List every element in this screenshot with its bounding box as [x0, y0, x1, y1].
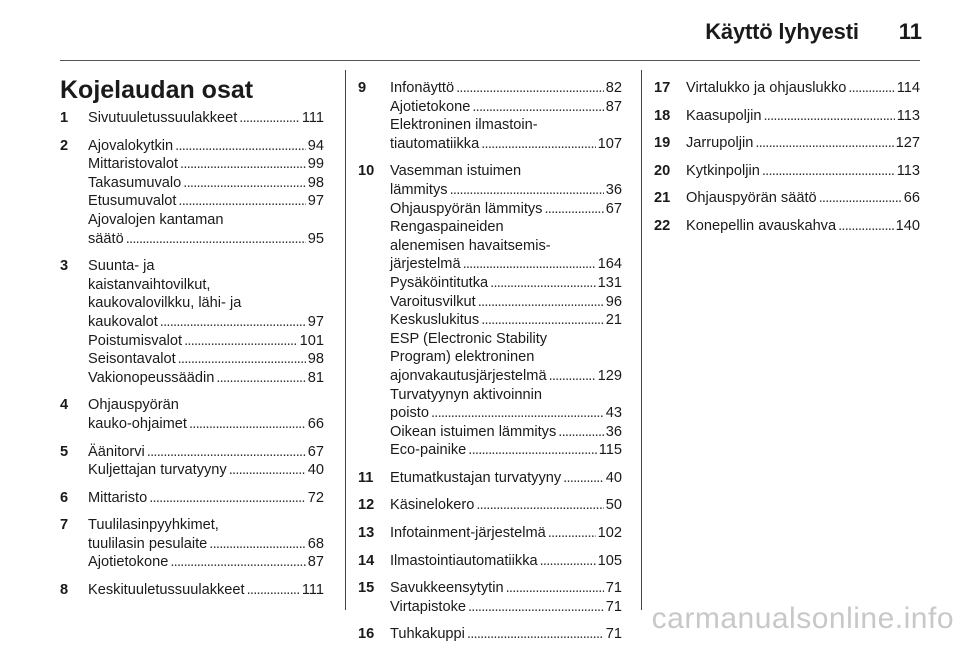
- entry-label: Mittaristo: [88, 489, 148, 506]
- entry-label: Kytkinpoljin: [686, 162, 760, 179]
- index-group: [358, 625, 622, 644]
- index-entry[interactable]: [390, 524, 622, 543]
- page-ref[interactable]: 97: [307, 193, 324, 210]
- page-ref[interactable]: 96: [605, 293, 622, 310]
- index-group: [654, 134, 920, 153]
- item-entries: [686, 79, 920, 98]
- entry-label: tuulilasin pesulaite: [88, 535, 208, 552]
- entry-line: Program) elektroninen: [390, 349, 535, 366]
- entry-label: Oikean istuimen lämmitys: [390, 423, 557, 440]
- index-entry[interactable]: [390, 293, 622, 312]
- item-entries: [88, 489, 324, 508]
- item-entries: [88, 581, 324, 600]
- dot-leader: [229, 461, 306, 480]
- index-group: [60, 581, 324, 600]
- page-ref[interactable]: 50: [605, 497, 622, 514]
- dot-leader: [549, 367, 596, 386]
- entry-line: alenemisen havaitsemis-: [390, 237, 551, 254]
- page-ref[interactable]: 99: [307, 156, 324, 173]
- item-entries: [686, 134, 920, 153]
- index-group: [358, 579, 622, 616]
- index-entry[interactable]: [390, 274, 622, 293]
- page-ref[interactable]: 87: [605, 98, 622, 115]
- item-number: 2: [60, 137, 69, 154]
- entry-label: Äänitorvi: [88, 443, 145, 460]
- index-entry[interactable]: [88, 332, 324, 351]
- dot-leader: [468, 598, 604, 617]
- dot-leader: [762, 162, 895, 181]
- entry-label: tiautomatiikka: [390, 135, 480, 152]
- index-group: [358, 79, 622, 153]
- index-group: [60, 137, 324, 249]
- index-entry[interactable]: [686, 189, 920, 208]
- item-entries: [390, 469, 622, 488]
- index-group: [60, 257, 324, 387]
- index-group: [60, 489, 324, 508]
- index-entry[interactable]: [88, 230, 324, 249]
- index-entry[interactable]: [686, 79, 920, 98]
- page-ref[interactable]: 113: [896, 107, 920, 124]
- index-entry[interactable]: [390, 181, 622, 200]
- item-entries: [88, 137, 324, 249]
- item-number: 15: [358, 580, 375, 597]
- item-number: 21: [654, 190, 671, 207]
- page-ref[interactable]: 21: [605, 312, 622, 329]
- entry-label: lämmitys: [390, 181, 448, 198]
- index-entry[interactable]: [88, 369, 324, 388]
- index-column-3: [654, 79, 920, 245]
- entry-line: Suunta- ja: [88, 258, 155, 275]
- entry-label: Jarrupoljin: [686, 135, 754, 152]
- index-group: [654, 162, 920, 181]
- entry-line: Vasemman istuimen: [390, 163, 522, 180]
- dot-leader: [548, 524, 596, 543]
- entry-label: kauko-ohjaimet: [88, 415, 187, 432]
- entry-line: kaukovalovilkku, lähi- ja: [88, 295, 242, 312]
- index-entry[interactable]: [390, 255, 622, 274]
- entry-label: Ajotietokone: [88, 554, 169, 571]
- page-ref[interactable]: 36: [605, 181, 622, 198]
- page-ref[interactable]: 67: [605, 200, 622, 217]
- dot-leader: [431, 404, 604, 423]
- dot-leader: [467, 625, 604, 644]
- index-entry[interactable]: [88, 581, 324, 600]
- index-entry[interactable]: [390, 135, 622, 154]
- dot-leader: [540, 552, 596, 571]
- page-ref[interactable]: 98: [307, 351, 324, 368]
- index-entry[interactable]: [390, 552, 622, 571]
- index-entry[interactable]: [390, 423, 622, 442]
- dot-leader: [763, 107, 894, 126]
- entry-label: Infonäyttö: [390, 80, 455, 96]
- index-entry[interactable]: [390, 311, 622, 330]
- page-ref[interactable]: 102: [597, 525, 622, 542]
- entry-label: Infotainment-järjestelmä: [390, 525, 546, 542]
- item-entries: [390, 496, 622, 515]
- dot-leader: [184, 332, 298, 351]
- item-entries: [686, 162, 920, 181]
- entry-line: ESP (Electronic Stability: [390, 330, 548, 347]
- entry-label: Savukkeensytytin: [390, 580, 504, 597]
- entry-label: Varoitusvilkut: [390, 293, 476, 310]
- index-entry[interactable]: [88, 350, 324, 369]
- item-entries: [686, 107, 920, 126]
- entry-label: Käsinelokero: [390, 497, 475, 514]
- index-entry[interactable]: [390, 625, 622, 644]
- index-entry[interactable]: [686, 162, 920, 181]
- entry-label: Kaasupoljin: [686, 107, 762, 124]
- item-entries: [390, 524, 622, 543]
- index-entry[interactable]: [686, 217, 920, 236]
- entry-label: Keskituuletussuulakkeet: [88, 582, 245, 599]
- index-entry[interactable]: [390, 404, 622, 423]
- dot-leader: [463, 255, 596, 274]
- entry-line: kaistanvaihtovilkut,: [88, 276, 211, 293]
- page-ref[interactable]: 101: [299, 332, 324, 349]
- dot-leader: [506, 579, 604, 598]
- page-ref[interactable]: 97: [307, 313, 324, 330]
- item-entries: [88, 443, 324, 480]
- page-ref[interactable]: 68: [307, 535, 324, 552]
- item-entries: [686, 189, 920, 208]
- entry-label: Mittaristovalot: [88, 156, 179, 173]
- item-number: 11: [358, 469, 374, 486]
- dot-leader: [563, 469, 604, 488]
- index-group: [654, 79, 920, 98]
- entry-label: Sivutuuletussuulakkeet: [88, 110, 238, 126]
- dot-leader: [170, 553, 305, 572]
- entry-line: Ohjauspyörän: [88, 397, 179, 414]
- page-ref[interactable]: 107: [597, 135, 622, 152]
- item-number: 16: [358, 626, 375, 643]
- entry-label: Poistumisvalot: [88, 332, 183, 349]
- entry-label: Ajovalokytkin: [88, 137, 174, 154]
- entry-label: Konepellin avauskahva: [686, 217, 837, 234]
- index-entry[interactable]: [390, 598, 622, 617]
- index-entry[interactable]: [390, 200, 622, 219]
- index-group: [358, 552, 622, 571]
- index-group: [358, 162, 622, 460]
- index-group: [358, 524, 622, 543]
- item-number: 19: [654, 135, 671, 152]
- page-ref[interactable]: 115: [598, 442, 622, 459]
- page-ref[interactable]: 71: [605, 580, 622, 597]
- entry-label: Seisontavalot: [88, 351, 176, 368]
- page-ref[interactable]: 98: [307, 174, 324, 191]
- index-entry[interactable]: [88, 313, 324, 332]
- dot-leader: [126, 230, 306, 249]
- page-ref[interactable]: 95: [307, 230, 324, 247]
- page-ref[interactable]: 40: [605, 469, 622, 486]
- entry-label: kaukovalot: [88, 313, 158, 330]
- entry-label: Vakionopeussäädin: [88, 369, 215, 386]
- dot-leader: [481, 311, 604, 330]
- dot-leader: [755, 134, 893, 153]
- item-entries: [686, 217, 920, 236]
- index-column-2: [358, 79, 622, 653]
- entry-label: Keskuslukitus: [390, 312, 480, 329]
- index-entry[interactable]: [88, 553, 324, 572]
- item-number: 5: [60, 443, 69, 460]
- item-entries: [390, 625, 622, 644]
- index-entry[interactable]: [88, 443, 324, 462]
- entry-label: Ohjauspyörän säätö: [686, 190, 817, 207]
- page-ref[interactable]: 140: [895, 217, 920, 234]
- entry-label: Ilmastointiautomatiikka: [390, 552, 538, 569]
- dot-leader: [178, 350, 306, 369]
- page-ref[interactable]: 71: [605, 626, 622, 643]
- page-ref[interactable]: 43: [605, 405, 622, 422]
- index-group: [60, 443, 324, 480]
- dot-leader: [838, 217, 894, 236]
- dot-leader: [175, 137, 306, 156]
- entry-line: Ajovalojen kantaman: [88, 211, 224, 228]
- column-divider: [641, 70, 642, 610]
- dot-leader: [819, 189, 902, 208]
- index-entry[interactable]: [390, 367, 622, 386]
- dot-leader: [544, 200, 603, 219]
- dot-leader: [209, 535, 306, 554]
- entry-line: Elektroninen ilmastoin-: [390, 117, 538, 134]
- entry-label: Etusumuvalot: [88, 193, 177, 210]
- page-ref[interactable]: 105: [597, 552, 622, 569]
- page-header: [705, 14, 922, 50]
- page-header-title: Käyttö lyhyesti: [705, 19, 859, 44]
- item-entries: [390, 79, 622, 153]
- page-ref[interactable]: 131: [597, 274, 622, 291]
- page-ref[interactable]: 82: [605, 80, 622, 96]
- index-entry[interactable]: [88, 155, 324, 174]
- item-entries: [390, 552, 622, 571]
- entry-label: säätö: [88, 230, 124, 247]
- entry-line: Rengaspaineiden: [390, 219, 504, 236]
- item-number: 7: [60, 517, 69, 534]
- page-ref[interactable]: 36: [605, 423, 622, 440]
- item-entries: [390, 579, 622, 616]
- dot-leader: [456, 79, 604, 98]
- page-ref[interactable]: 164: [597, 256, 622, 273]
- index-group: [60, 396, 324, 433]
- index-entry[interactable]: [686, 134, 920, 153]
- dot-leader: [178, 192, 305, 211]
- index-entry[interactable]: [88, 415, 324, 434]
- entry-label: Virtalukko ja ohjauslukko: [686, 80, 847, 96]
- index-entry[interactable]: [88, 489, 324, 508]
- item-entries: [88, 257, 324, 387]
- item-number: 3: [60, 258, 69, 275]
- item-number: 12: [358, 497, 375, 514]
- index-entry[interactable]: [88, 137, 324, 156]
- entry-label: poisto: [390, 405, 429, 422]
- watermark: carmanualsonline.info: [651, 602, 954, 635]
- entry-label: Tuhkakuppi: [390, 626, 465, 643]
- item-number: 22: [654, 217, 671, 234]
- page-ref[interactable]: 81: [307, 369, 324, 386]
- column-divider: [345, 70, 346, 610]
- item-number: 18: [654, 107, 671, 124]
- dot-leader: [216, 369, 305, 388]
- item-entries: [88, 109, 324, 128]
- dot-leader: [478, 293, 604, 312]
- page-ref[interactable]: 72: [307, 489, 324, 506]
- index-entry[interactable]: [88, 461, 324, 480]
- entry-label: Pysäköintitutka: [390, 274, 489, 291]
- page-ref[interactable]: 67: [307, 443, 324, 460]
- entry-line: Tuulilasinpyyhkimet,: [88, 517, 219, 534]
- item-number: 10: [358, 163, 375, 180]
- item-number: 14: [358, 552, 375, 569]
- page-ref[interactable]: 66: [307, 415, 324, 432]
- entry-label: Ohjauspyörän lämmitys: [390, 200, 543, 217]
- dot-leader: [239, 109, 300, 128]
- item-number: 6: [60, 489, 69, 506]
- index-group: [60, 516, 324, 572]
- header-rule: [60, 60, 920, 61]
- entry-label: järjestelmä: [390, 256, 461, 273]
- index-entry[interactable]: [390, 496, 622, 515]
- item-number: 17: [654, 80, 671, 96]
- page-ref[interactable]: 71: [605, 598, 622, 615]
- index-entry[interactable]: [88, 535, 324, 554]
- dot-leader: [468, 441, 596, 460]
- item-number: 13: [358, 525, 375, 542]
- dot-leader: [183, 174, 305, 193]
- entry-label: Virtapistoke: [390, 598, 466, 615]
- section-title: Kojelaudan osat: [60, 76, 254, 104]
- index-column-1: [60, 109, 324, 609]
- dot-leader: [149, 489, 306, 508]
- dot-leader: [481, 135, 595, 154]
- index-entry[interactable]: [390, 441, 622, 460]
- dot-leader: [450, 181, 604, 200]
- page-ref[interactable]: 129: [597, 367, 622, 384]
- index-group: [358, 496, 622, 515]
- item-entries: [390, 162, 622, 460]
- item-number: 8: [60, 582, 69, 599]
- entry-label: Etumatkustajan turvatyyny: [390, 469, 562, 486]
- dot-leader: [472, 98, 603, 117]
- entry-label: Kuljettajan turvatyyny: [88, 462, 227, 479]
- dot-leader: [558, 423, 604, 442]
- page-ref[interactable]: 111: [301, 110, 324, 126]
- index-entry[interactable]: [88, 174, 324, 193]
- index-group: [654, 107, 920, 126]
- page-ref[interactable]: 114: [896, 80, 920, 96]
- index-entry[interactable]: [686, 107, 920, 126]
- index-entry[interactable]: [390, 79, 622, 98]
- entry-label: Eco-painike: [390, 442, 467, 459]
- item-entries: [88, 396, 324, 433]
- dot-leader: [476, 496, 603, 515]
- dot-leader: [189, 415, 306, 434]
- entry-line: Turvatyynyn aktivoinnin: [390, 386, 542, 403]
- page-ref[interactable]: 127: [895, 135, 920, 152]
- page-ref[interactable]: 87: [307, 554, 324, 571]
- page-ref[interactable]: 94: [307, 137, 324, 154]
- entry-label: ajonvakautusjärjestelmä: [390, 367, 547, 384]
- page-ref[interactable]: 113: [896, 162, 920, 179]
- page-ref[interactable]: 66: [903, 190, 920, 207]
- dot-leader: [247, 581, 300, 600]
- dot-leader: [848, 79, 894, 98]
- item-number: 1: [60, 110, 69, 126]
- index-group: [654, 189, 920, 208]
- dot-leader: [160, 313, 306, 332]
- dot-leader: [180, 155, 306, 174]
- item-number: 20: [654, 162, 671, 179]
- dot-leader: [147, 443, 306, 462]
- index-group: [654, 217, 920, 236]
- index-entry[interactable]: [88, 192, 324, 211]
- item-number: 9: [358, 80, 367, 96]
- item-number: 4: [60, 397, 69, 414]
- page-ref[interactable]: 111: [301, 582, 324, 599]
- index-entry[interactable]: [390, 469, 622, 488]
- entry-label: Takasumuvalo: [88, 174, 182, 191]
- dot-leader: [490, 274, 595, 293]
- index-group: [358, 469, 622, 488]
- index-entry[interactable]: [88, 109, 324, 128]
- item-entries: [88, 516, 324, 572]
- index-group: [60, 109, 324, 128]
- page-ref[interactable]: 40: [307, 462, 324, 479]
- page-number: 11: [898, 19, 922, 44]
- entry-label: Ajotietokone: [390, 98, 471, 115]
- index-entry[interactable]: [390, 579, 622, 598]
- index-entry[interactable]: [390, 98, 622, 117]
